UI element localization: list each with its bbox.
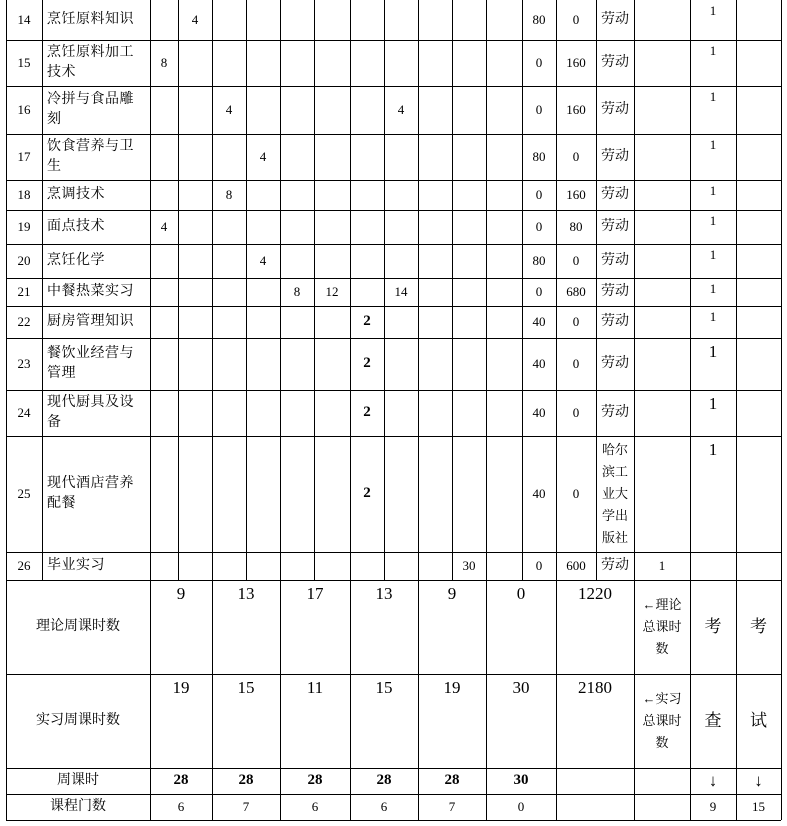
course-type: 哈尔滨工业大学出版社 xyxy=(602,441,629,546)
practice-hours: 160 xyxy=(566,186,586,202)
check-summary: 考 xyxy=(704,616,722,636)
exam-summary: ↓ xyxy=(754,770,763,790)
semester-total: 13 xyxy=(375,584,393,603)
row-number: 18 xyxy=(17,186,31,202)
course-type: 劳动 xyxy=(601,11,629,27)
period-hours: 2 xyxy=(363,355,371,372)
period-hours: 4 xyxy=(191,11,199,27)
check-mark xyxy=(634,338,690,390)
exam-mark: 1 xyxy=(709,89,717,104)
semester-total: 30 xyxy=(513,772,529,789)
check-mark xyxy=(634,436,690,552)
semester-total: 15 xyxy=(237,678,255,697)
course-type: 劳动 xyxy=(601,148,629,164)
row-number: 24 xyxy=(17,404,31,420)
semester-total: 0 xyxy=(517,798,525,814)
theory-hours: 0 xyxy=(535,54,543,70)
period-hours: 4 xyxy=(259,252,267,268)
check-summary: 9 xyxy=(709,798,717,814)
theory-hours: 40 xyxy=(532,404,546,420)
semester-total: 19 xyxy=(443,678,461,697)
practice-hours: 0 xyxy=(572,148,580,164)
row-number: 14 xyxy=(17,11,31,27)
semester-total: 9 xyxy=(176,584,186,603)
practice-hours: 160 xyxy=(566,54,586,70)
period-hours: 4 xyxy=(259,148,267,164)
semester-total: 7 xyxy=(242,798,250,814)
course-name: 现代厨具及设备 xyxy=(47,394,134,430)
theory-hours: 80 xyxy=(532,252,546,268)
row-number: 21 xyxy=(17,283,31,299)
period-hours: 4 xyxy=(225,101,233,117)
exam-mark: 1 xyxy=(709,281,717,296)
theory-hours: 80 xyxy=(532,11,546,27)
practice-hours: 0 xyxy=(572,404,580,420)
practice-hours: 0 xyxy=(572,313,580,329)
exam-summary: 15 xyxy=(752,798,765,814)
check-mark xyxy=(634,306,690,338)
course-type: 劳动 xyxy=(601,218,629,234)
check-mark xyxy=(634,390,690,436)
course-type: 劳动 xyxy=(601,101,629,117)
theory-hours: 0 xyxy=(535,186,543,202)
summary-label: 课程门数 xyxy=(50,798,106,814)
summary-label: 实习周课时数 xyxy=(36,712,120,728)
period-hours: 8 xyxy=(225,186,233,202)
course-type: 劳动 xyxy=(601,186,629,202)
row-number: 17 xyxy=(17,148,31,164)
theory-hours: 0 xyxy=(535,283,543,299)
exam-mark: 1 xyxy=(708,394,718,413)
exam-mark: 1 xyxy=(709,43,717,58)
semester-total: 13 xyxy=(237,584,255,603)
period-hours: 14 xyxy=(394,283,408,299)
practice-hours: 600 xyxy=(566,557,586,573)
exam-mark: 1 xyxy=(709,309,717,324)
semester-total: 9 xyxy=(447,584,457,603)
check-summary: 查 xyxy=(704,710,722,730)
course-type: 劳动 xyxy=(601,313,629,329)
semester-total: 6 xyxy=(311,798,319,814)
exam-mark: 1 xyxy=(708,342,718,361)
period-hours: 2 xyxy=(363,485,371,502)
course-type: 劳动 xyxy=(601,355,629,371)
semester-total: 0 xyxy=(516,584,526,603)
course-type: 劳动 xyxy=(601,404,629,420)
row-number: 19 xyxy=(17,218,31,234)
theory-hours: 80 xyxy=(532,148,546,164)
period-hours: 4 xyxy=(160,218,168,234)
period-hours: 8 xyxy=(293,283,301,299)
check-mark xyxy=(634,86,690,134)
summary-label: 周课时 xyxy=(57,772,99,788)
course-name: 烹调技术 xyxy=(47,186,105,202)
period-hours: 4 xyxy=(397,101,405,117)
semester-total: 28 xyxy=(307,772,323,789)
check-mark: 1 xyxy=(658,557,666,573)
check-mark xyxy=(634,210,690,244)
exam-mark: 1 xyxy=(708,440,718,459)
row-number: 22 xyxy=(17,313,31,329)
course-type: 劳动 xyxy=(601,557,629,573)
check-mark xyxy=(634,180,690,210)
check-mark xyxy=(634,278,690,306)
row-number: 23 xyxy=(17,355,31,371)
practice-hours: 160 xyxy=(566,101,586,117)
hours-total: 1220 xyxy=(578,584,612,603)
exam-mark: 1 xyxy=(709,3,717,18)
practice-hours: 80 xyxy=(569,218,583,234)
course-name: 烹饪化学 xyxy=(47,252,105,268)
row-number: 16 xyxy=(17,101,31,117)
semester-total: 28 xyxy=(444,772,460,789)
exam-mark xyxy=(690,552,736,580)
theory-hours: 0 xyxy=(535,101,543,117)
course-name: 冷拼与食品雕刻 xyxy=(47,91,134,127)
course-type: 劳动 xyxy=(601,54,629,70)
course-name: 烹饪原料知识 xyxy=(47,11,134,27)
theory-hours: 40 xyxy=(532,313,546,329)
practice-hours: 0 xyxy=(572,252,580,268)
period-hours: 2 xyxy=(363,313,371,330)
exam-mark: 1 xyxy=(709,213,717,228)
total-note: ←理论总课时数 xyxy=(642,596,682,657)
period-hours: 2 xyxy=(363,404,371,421)
course-name: 餐饮业经营与管理 xyxy=(47,345,134,381)
semester-total: 15 xyxy=(375,678,393,697)
row-number: 26 xyxy=(17,557,31,573)
semester-total: 28 xyxy=(376,772,392,789)
exam-mark: 1 xyxy=(709,247,717,262)
check-mark xyxy=(634,134,690,180)
semester-total: 30 xyxy=(512,678,530,697)
period-hours: 8 xyxy=(160,54,168,70)
semester-total: 28 xyxy=(173,772,189,789)
semester-total: 19 xyxy=(172,678,190,697)
exam-summary: 考 xyxy=(750,616,767,636)
course-name: 中餐热菜实习 xyxy=(47,283,134,299)
row-number: 15 xyxy=(17,54,31,70)
course-name: 饮食营养与卫生 xyxy=(47,138,134,174)
theory-hours: 40 xyxy=(532,485,546,501)
course-name: 现代酒店营养配餐 xyxy=(47,475,134,511)
course-name: 面点技术 xyxy=(47,218,105,234)
course-name: 烹饪原料加工技术 xyxy=(47,44,134,80)
theory-hours: 0 xyxy=(535,557,543,573)
row-number: 25 xyxy=(17,485,31,501)
practice-hours: 0 xyxy=(572,11,580,27)
check-mark xyxy=(634,0,690,40)
total-note: ←实习总课时数 xyxy=(642,690,682,751)
period-hours: 12 xyxy=(325,283,339,299)
summary-label: 理论周课时数 xyxy=(36,618,120,634)
course-type: 劳动 xyxy=(601,283,629,299)
check-summary: ↓ xyxy=(708,770,718,790)
semester-total: 6 xyxy=(177,798,185,814)
course-name: 毕业实习 xyxy=(47,557,105,573)
check-mark xyxy=(634,244,690,278)
practice-hours: 680 xyxy=(566,283,586,299)
theory-hours: 40 xyxy=(532,355,546,371)
semester-total: 28 xyxy=(238,772,254,789)
hours-total: 2180 xyxy=(578,678,612,697)
exam-mark: 1 xyxy=(709,183,717,198)
semester-total: 6 xyxy=(380,798,388,814)
row-number: 20 xyxy=(17,252,31,268)
semester-total: 11 xyxy=(306,678,324,697)
exam-mark: 1 xyxy=(709,137,717,152)
period-hours: 30 xyxy=(462,557,476,573)
semester-total: 17 xyxy=(306,584,324,603)
course-type: 劳动 xyxy=(601,252,629,268)
practice-hours: 0 xyxy=(572,355,580,371)
check-mark xyxy=(634,40,690,86)
practice-hours: 0 xyxy=(572,485,580,501)
exam-summary: 试 xyxy=(750,710,767,730)
theory-hours: 0 xyxy=(535,218,543,234)
course-name: 厨房管理知识 xyxy=(47,313,134,329)
semester-total: 7 xyxy=(448,798,456,814)
